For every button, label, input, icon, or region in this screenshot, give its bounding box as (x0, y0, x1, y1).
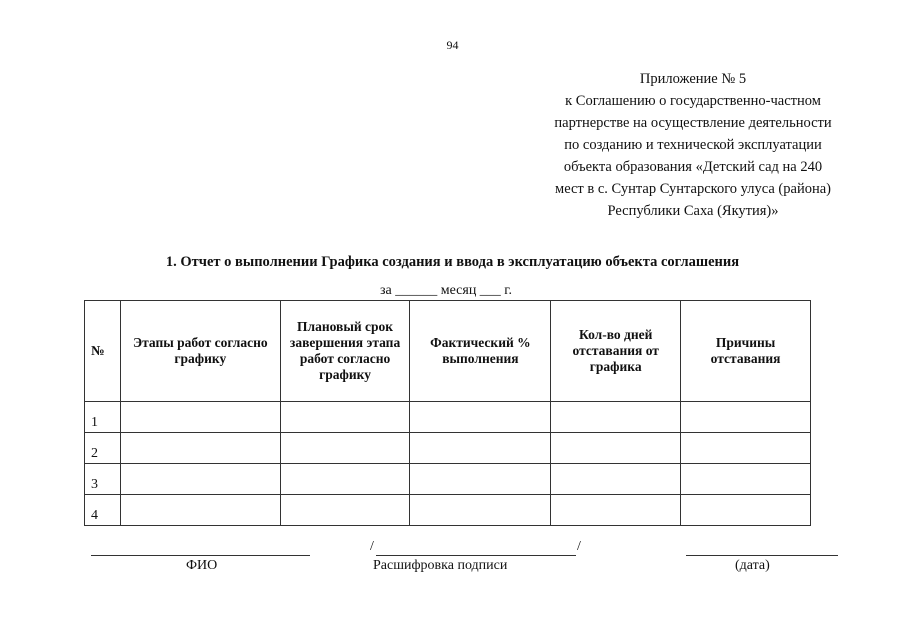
column-header-delay-days: Кол-во дней отставания от графика (551, 301, 681, 402)
appendix-line: партнерстве на осуществление деятельности (554, 115, 832, 131)
appendix-line: к Соглашению о государственно-частном (565, 93, 821, 109)
decode-slash-open: / (370, 539, 374, 554)
row-number: 3 (85, 464, 121, 495)
page-number: 94 (446, 38, 459, 52)
table-cell (410, 433, 551, 464)
report-table (84, 300, 811, 526)
table-cell (681, 402, 811, 433)
table-row (85, 464, 811, 495)
appendix-line: Приложение № 5 (639, 71, 747, 87)
table-cell (551, 433, 681, 464)
table-cell (120, 433, 280, 464)
table-cell (280, 495, 410, 526)
table-cell (120, 464, 280, 495)
decode-slash-close: / (577, 539, 581, 554)
table-cell (681, 433, 811, 464)
table-cell (120, 402, 280, 433)
date-signature-line (686, 555, 838, 556)
table-cell (681, 495, 811, 526)
table-cell (280, 464, 410, 495)
table-row (85, 495, 811, 526)
table-cell (410, 464, 551, 495)
table-cell (551, 402, 681, 433)
appendix-line: Республики Саха (Якутия)» (607, 203, 779, 219)
column-header-stages: Этапы работ согласно графику (120, 301, 280, 402)
table-cell (120, 495, 280, 526)
appendix-line: мест в с. Сунтар Сунтарского улуса (района) (555, 181, 831, 197)
fio-signature-line (91, 555, 310, 556)
table-row (85, 402, 811, 433)
table-cell (280, 433, 410, 464)
row-number: 2 (85, 433, 121, 464)
table-cell (551, 464, 681, 495)
appendix-header (548, 68, 838, 222)
column-header-planned-date: Плановый срок завершения этапа работ согласно графику (280, 301, 410, 402)
period-line: за ______ месяц ___ г. (380, 283, 512, 298)
table-cell (280, 402, 410, 433)
column-header-number: № (85, 301, 121, 402)
table-row (85, 433, 811, 464)
fio-label: ФИО (186, 558, 218, 573)
appendix-line: по созданию и технической эксплуатации (564, 137, 822, 153)
table-cell (410, 495, 551, 526)
table-cell (410, 402, 551, 433)
column-header-delay-reasons: Причины отставания (681, 301, 811, 402)
appendix-line: объекта образования «Детский сад на 240 (563, 159, 823, 175)
table-cell (681, 464, 811, 495)
row-number: 4 (85, 495, 121, 526)
row-number: 1 (85, 402, 121, 433)
decode-signature-line (376, 555, 576, 556)
column-header-actual-percent: Фактический % выполнения (410, 301, 551, 402)
decode-label: Расшифровка подписи (373, 558, 508, 573)
report-title: 1. Отчет о выполнении Графика создания и ввода в эксплуатацию объекта соглашения (165, 254, 740, 270)
table-cell (551, 495, 681, 526)
date-label: (дата) (735, 558, 770, 573)
table-header-row (85, 301, 811, 402)
